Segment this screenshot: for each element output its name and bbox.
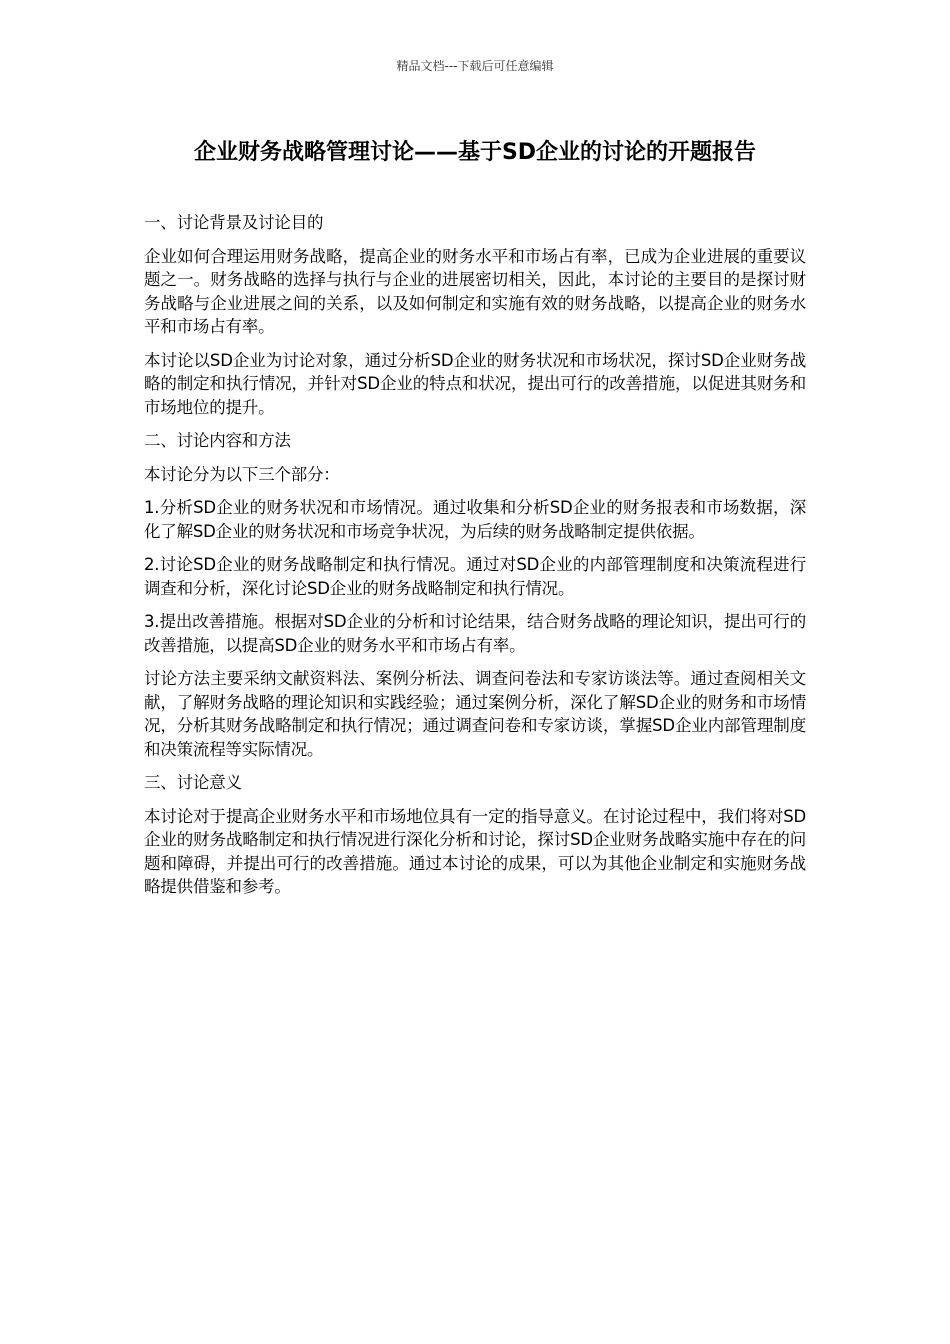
paragraph-methods: 讨论方法主要采纳文献资料法、案例分析法、调查问卷法和专家访谈法等。通过查阅相关文献，了解财务战略的理论知识和实践经验；通过案例分析，深化了解SD企业的财务和市场情况，分析其财务战略制定和执行情况；通过调查问卷和专家访谈，掌握SD企业内部管理制度和决策流程等实际情况。 [144,669,806,759]
paragraph-significance: 本讨论对于提高企业财务水平和市场地位具有一定的指导意义。在讨论过程中，我们将对SD企业的财务战略制定和执行情况进行深化分析和讨论，探讨SD企业财务战略实施中存在的问题和障碍，并提出可行的改善措施。通过本讨论的成果，可以为其他企业制定和实施财务战略提供借鉴和参考。 [144,806,806,896]
section-heading-significance: 三、讨论意义 [144,773,242,792]
list-item-part-1: 1.分析SD企业的财务状况和市场情况。通过收集和分析SD企业的财务报表和市场数据，深化了解SD企业的财务状况和市场竞争状况，为后续的财务战略制定提供依据。 [144,498,806,541]
header-note: 精品文档---下载后可任意编辑 [396,59,554,73]
section-heading-background: 一、讨论背景及讨论目的 [144,213,324,232]
list-item-part-2: 2.讨论SD企业的财务战略制定和执行情况。通过对SD企业的内部管理制度和决策流程进行调查和分析，深化讨论SD企业的财务战略制定和执行情况。 [144,555,806,598]
document-body [144,211,806,909]
paragraph-parts-intro: 本讨论分为以下三个部分： [144,464,340,484]
paragraph-background: 企业如何合理运用财务战略，提高企业的财务水平和市场占有率，已成为企业进展的重要议题之一。财务战略的选择与执行与企业的进展密切相关，因此，本讨论的主要目的是探讨财务战略与企业进展之间的关系，以及如何制定和实施有效的财务战略，以提高企业的财务水平和市场占有率。 [144,246,806,336]
section-heading-content-methods: 二、讨论内容和方法 [144,431,291,450]
list-item-part-3: 3.提出改善措施。根据对SD企业的分析和讨论结果，结合财务战略的理论知识，提出可行的改善措施，以提高SD企业的财务水平和市场占有率。 [144,612,806,655]
document-title: 企业财务战略管理讨论——基于SD企业的讨论的开题报告 [193,140,757,165]
paragraph-research-object: 本讨论以SD企业为讨论对象，通过分析SD企业的财务状况和市场状况，探讨SD企业财务战略的制定和执行情况，并针对SD企业的特点和状况，提出可行的改善措施，以促进其财务和市场地位的提升。 [144,350,806,417]
